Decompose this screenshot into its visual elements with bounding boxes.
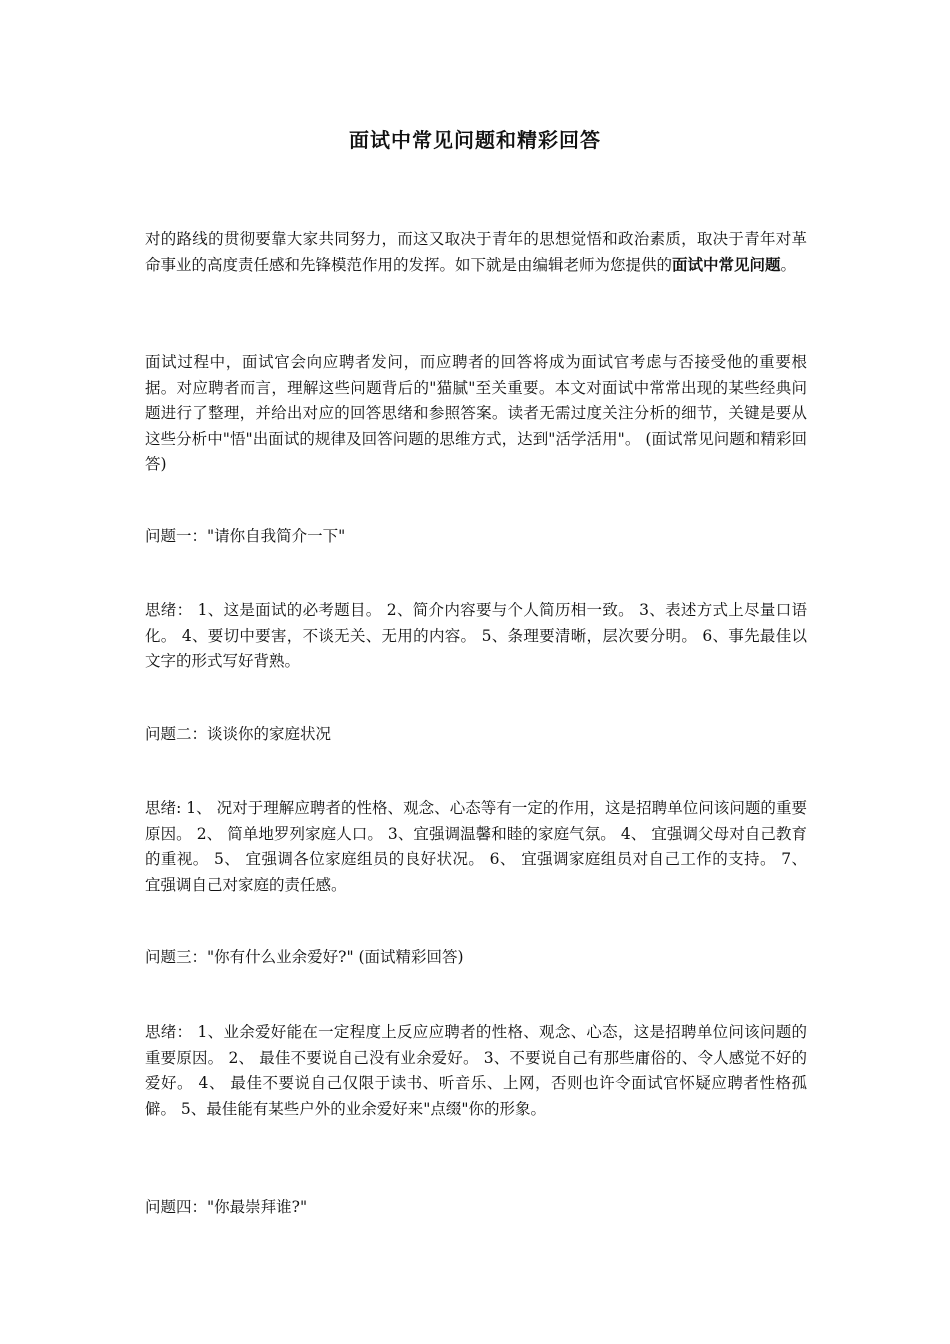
question-3-answer: 思绪： 1、业余爱好能在一定程度上反应应聘者的性格、观念、心态，这是招聘单位问该问题的重要原因。 2、 最佳不要说自己没有业余爱好。 3、不要说自己有那些庸俗的、令人感觉不好的爱好。 4、 最佳不要说自己仅限于读书、听音乐、上网，否则也许令面试官怀疑应聘者性格孤僻。 5、最佳能有某些户外的业余爱好来"点缀"你的形象。	[145, 1023, 807, 1118]
overview-paragraph: 面试过程中，面试官会向应聘者发问，而应聘者的回答将成为面试官考虑与否接受他的重要根据。对应聘者而言，理解这些问题背后的"猫腻"至关重要。本文对面试中常常出现的某些经典问题进行了整理，并给出对应的回答思绪和参照答案。读者无需过度关注分析的细节，关键是要从这些分析中"悟"出面试的规律及回答问题的思维方式，达到"活学活用"。 (面试常见问题和精彩回答)	[145, 353, 807, 473]
intro-text: 对的路线的贯彻要靠大家共同努力，而这又取决于青年的思想觉悟和政治素质，取决于青年对革命事业的高度责任感和先锋模范作用的发挥。如下就是由编辑老师为您提供的	[145, 230, 807, 274]
question-4-heading: 问题四："你最崇拜谁?"	[145, 1198, 308, 1216]
question-2-heading: 问题二：谈谈你的家庭状况	[145, 725, 332, 743]
intro-paragraph	[145, 227, 807, 278]
question-1-heading: 问题一："请你自我简介一下"	[145, 527, 346, 545]
question-2-answer: 思绪: 1、 况对于理解应聘者的性格、观念、心态等有一定的作用，这是招聘单位问该问题的重要原因。 2、 简单地罗列家庭人口。 3、宜强调温馨和睦的家庭气氛。 4、 宜强调父母对自己教育的重视。 5、 宜强调各位家庭组员的良好状况。 6、 宜强调家庭组员对自己工作的支持。 7、 宜强调自己对家庭的责任感。	[145, 799, 807, 894]
question-3-heading: 问题三："你有什么业余爱好?" (面试精彩回答)	[145, 948, 464, 966]
intro-text-end: 。	[780, 255, 797, 274]
question-1-answer: 思绪： 1、这是面试的必考题目。 2、简介内容要与个人简历相一致。 3、表述方式上尽量口语化。 4、要切中要害，不谈无关、无用的内容。 5、条理要清晰，层次要分明。 6、事先最佳以文字的形式写好背熟。	[145, 601, 807, 670]
document-title: 面试中常见问题和精彩回答	[349, 128, 601, 152]
intro-bold-text: 面试中常见问题	[672, 255, 781, 274]
